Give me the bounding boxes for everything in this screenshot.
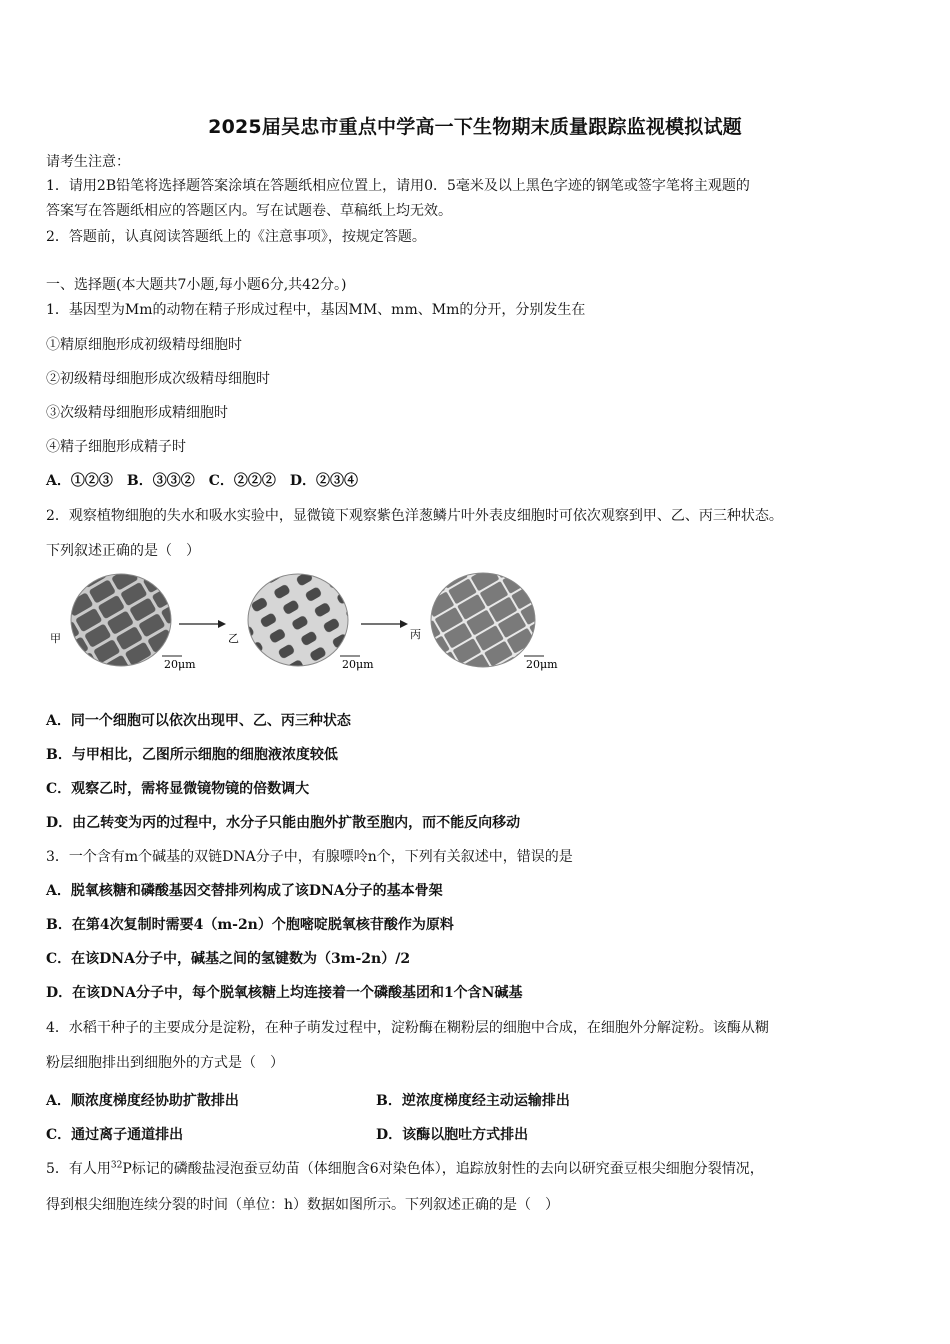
q1-stem: 1．基因型为Mm的动物在精子形成过程中，基因MM、mm、Mm的分开，分别发生在: [46, 302, 586, 318]
notice-item-2: 2．答题前，认真阅读答题纸上的《注意事项》，按规定答题。: [46, 229, 426, 245]
cell-view-bing: [431, 573, 535, 667]
plasmolysis-figure: [46, 572, 586, 682]
page-title: 2025届吴忠市重点中学高一下生物期末质量跟踪监视模拟试题: [208, 116, 742, 138]
q4-option-d: D．该酶以胞吐方式排出: [376, 1127, 529, 1143]
q1-item-1: ①精原细胞形成初级精母细胞时: [46, 337, 242, 353]
arrow-1-head: [218, 620, 226, 628]
cell-view-jia: [71, 574, 171, 666]
q2-option-d: D．由乙转变为丙的过程中，水分子只能由胞外扩散至胞内，而不能反向移动: [46, 815, 521, 831]
q2-stem-line2: 下列叙述正确的是（ ）: [46, 543, 200, 559]
q4-option-a: A．顺浓度梯度经协助扩散排出: [46, 1093, 239, 1109]
notice-item-1: 1．请用2B铅笔将选择题答案涂填在答题纸相应位置上，请用0．5毫米及以上黑色字迹的钢笔或签字笔将主观题的: [46, 178, 750, 194]
figure-svg: [46, 572, 586, 682]
scale-label-1: 20μm: [164, 658, 196, 671]
arrow-2-head: [400, 620, 408, 628]
q1-item-2: ②初级精母细胞形成次级精母细胞时: [46, 371, 270, 387]
q1-item-4: ④精子细胞形成精子时: [46, 439, 186, 455]
q1-item-3: ③次级精母细胞形成精细胞时: [46, 405, 228, 421]
q4-options-row-2: [46, 1124, 916, 1144]
notice-item-1-cont: 答案写在答题纸相应的答题区内。写在试题卷、草稿纸上均无效。: [46, 203, 452, 219]
figure-label-jia: 甲: [50, 632, 61, 645]
q5-stem-line2: 得到根尖细胞连续分裂的时间（单位：h）数据如图所示。下列叙述正确的是（ ）: [46, 1197, 560, 1213]
section-heading: 一、选择题(本大题共7小题,每小题6分,共42分。): [46, 277, 347, 293]
q2-option-c: C．观察乙时，需将显微镜物镜的倍数调大: [46, 781, 310, 797]
q2-option-a: A．同一个细胞可以依次出现甲、乙、丙三种状态: [46, 713, 351, 729]
q5-stem-line1: [46, 1159, 916, 1179]
q4-stem-line1: 4．水稻干种子的主要成分是淀粉，在种子萌发过程中，淀粉酶在糊粉层的细胞中合成，在细胞外分解淀粉。该酶从糊: [46, 1020, 769, 1036]
q3-option-a: A．脱氧核糖和磷酸基因交替排列构成了该DNA分子的基本骨架: [46, 883, 443, 899]
cell-view-yi: [248, 574, 348, 666]
q3-stem: 3．一个含有m个碱基的双链DNA分子中，有腺嘌呤n个，下列有关叙述中，错误的是: [46, 849, 573, 865]
scale-label-3: 20μm: [526, 658, 558, 671]
q4-options-row-1: [46, 1090, 916, 1110]
figure-label-yi: 乙: [228, 632, 239, 645]
scale-label-2: 20μm: [342, 658, 374, 671]
q3-option-d: D．在该DNA分子中，每个脱氧核糖上均连接着一个磷酸基团和1个含N碱基: [46, 985, 523, 1001]
q5-isotope-mass: 32: [110, 1160, 123, 1171]
q3-option-c: C．在该DNA分子中，碱基之间的氢键数为（3m-2n）/2: [46, 951, 411, 967]
q4-stem-line2: 粉层细胞排出到细胞外的方式是（ ）: [46, 1055, 284, 1071]
q5-stem-pre: 5．有人用: [46, 1161, 111, 1177]
notice-heading: 请考生注意：: [46, 154, 130, 170]
q2-option-b: B．与甲相比，乙图所示细胞的细胞液浓度较低: [46, 747, 338, 763]
figure-label-bing: 丙: [410, 628, 421, 641]
q5-stem-post: P标记的磷酸盐浸泡蚕豆幼苗（体细胞含6对染色体），追踪放射性的去向以研究蚕豆根尖细胞分裂情况，: [122, 1161, 764, 1177]
q4-option-c: C．通过离子通道排出: [46, 1127, 184, 1143]
q4-option-b: B．逆浓度梯度经主动运输排出: [376, 1093, 570, 1109]
q3-option-b: B．在第4次复制时需要4（m-2n）个胞嘧啶脱氧核苷酸作为原料: [46, 917, 454, 933]
q2-stem-line1: 2．观察植物细胞的失水和吸水实验中，显微镜下观察紫色洋葱鳞片叶外表皮细胞时可依次观察到甲、乙、丙三种状态。: [46, 508, 783, 524]
q1-options: A．①②③ B．③③② C．②②② D．②③④: [46, 473, 358, 489]
